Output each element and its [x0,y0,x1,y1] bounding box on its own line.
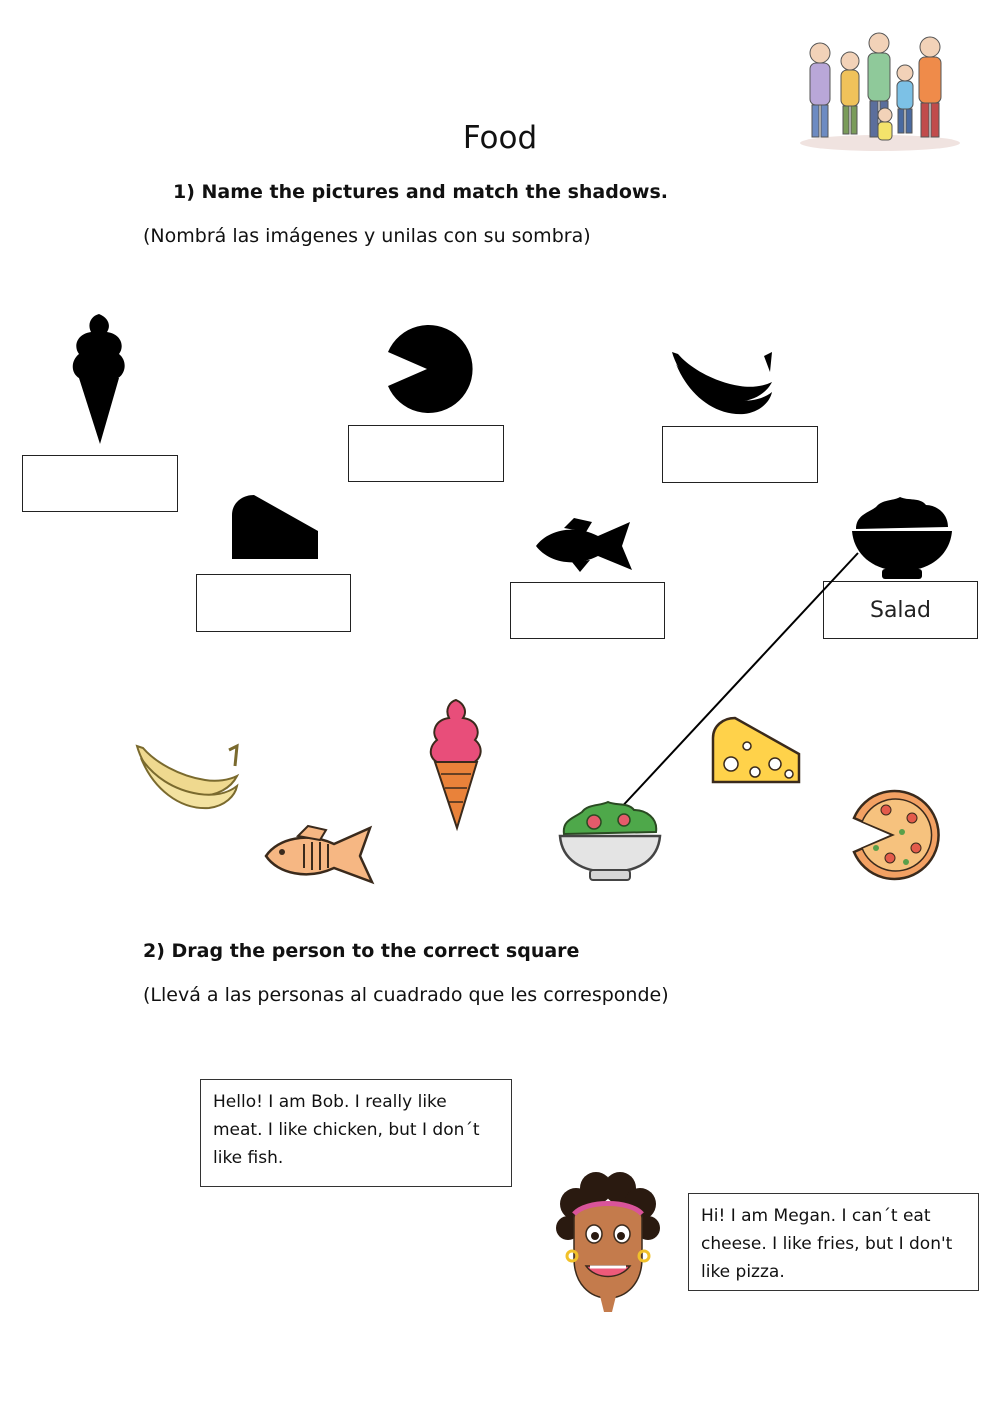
megan-face-icon[interactable] [556,1174,660,1314]
section1-subtitle: (Nombrá las imágenes y unilas con su sombra) [143,225,591,247]
ice-cream-icon[interactable] [423,698,489,832]
cheese-icon[interactable] [709,716,801,784]
salad-icon[interactable] [558,798,662,882]
section2-instruction: 2) Drag the person to the correct square [143,940,580,962]
section2-subtitle: (Llevá a las personas al cuadrado que les corresponde) [143,984,669,1006]
fish-icon[interactable] [264,824,376,886]
page-title: Food [462,120,538,156]
pizza-icon[interactable] [846,788,940,882]
bob-textbox[interactable]: Hello! I am Bob. I really like meat. I like chicken, but I don´t like fish. [200,1079,512,1187]
megan-textbox[interactable]: Hi! I am Megan. I can´t eat cheese. I like fries, but I don't like pizza. [688,1193,979,1291]
section1-instruction: 1) Name the pictures and match the shadows. [173,181,668,203]
answer-box-salad[interactable]: Salad [823,581,978,639]
banana-icon[interactable] [133,742,239,814]
